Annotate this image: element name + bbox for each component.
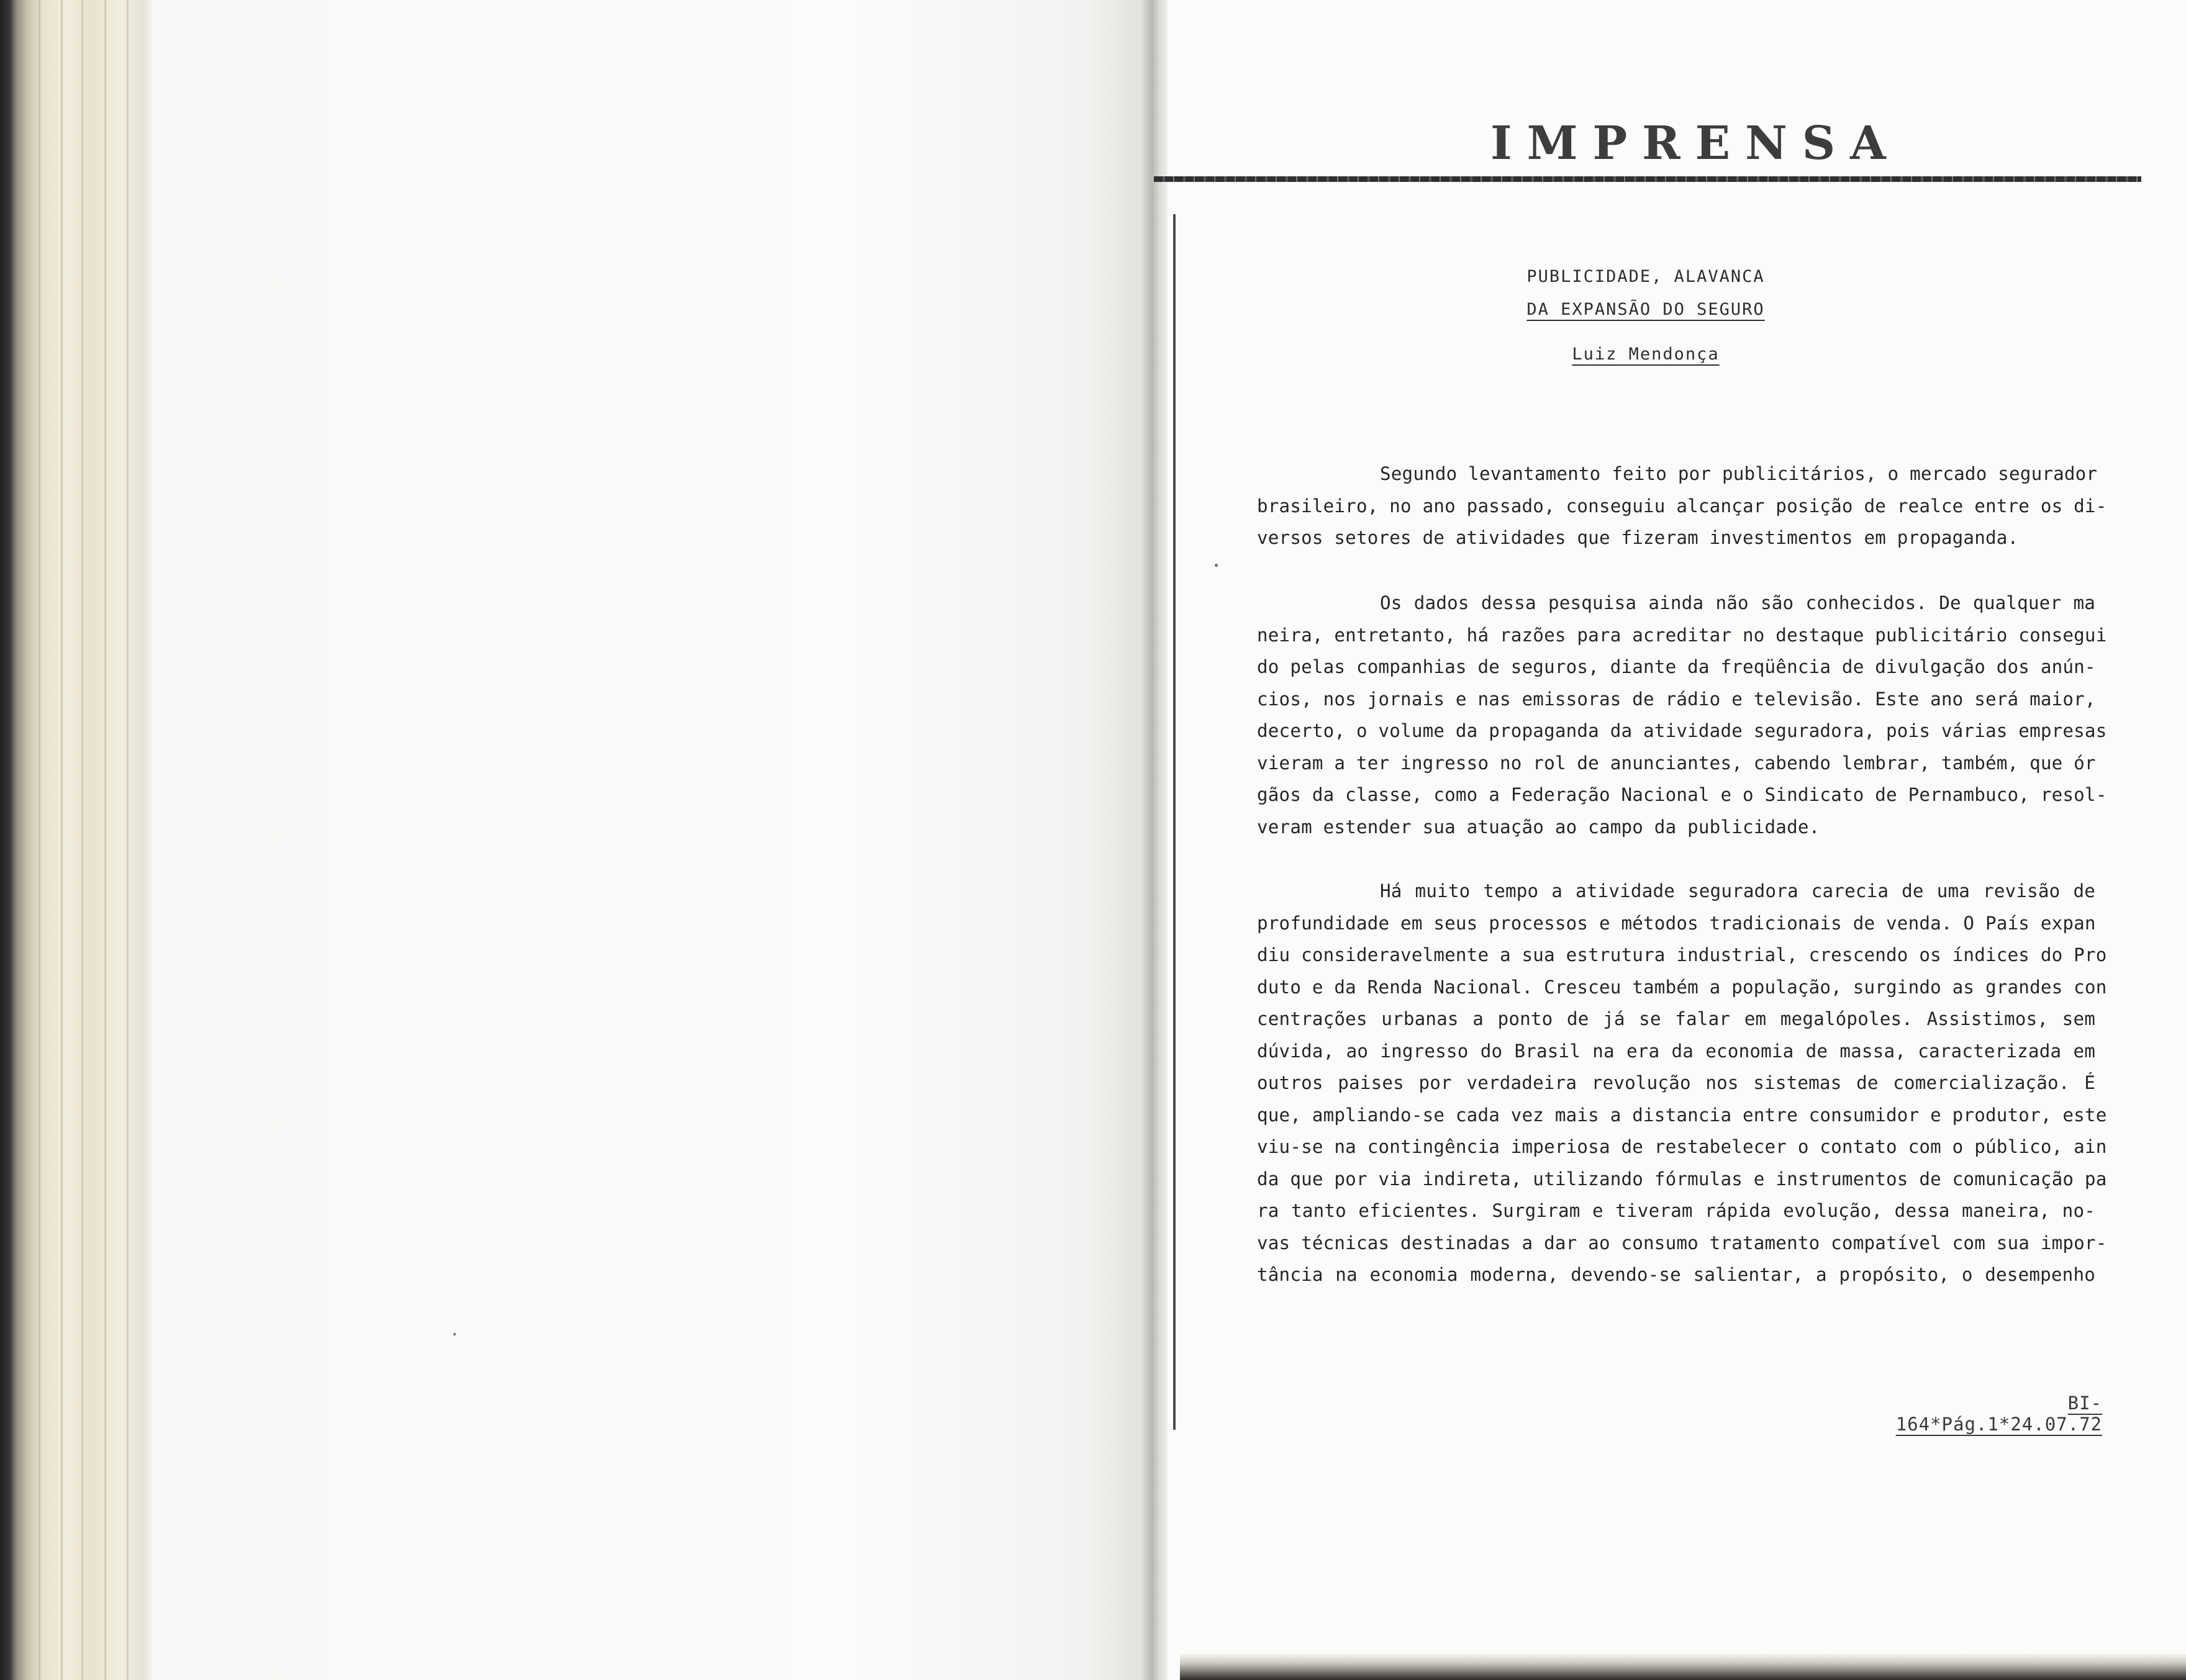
- text-line: dúvida, ao ingresso do Brasil na era da economia de massa, caracterizada em: [1257, 1040, 2095, 1062]
- text-line: veram estender sua atuação ao campo da publicidade.: [1257, 816, 1820, 838]
- article-title-line-2-text: DA EXPANSÃO DO SEGURO: [1526, 300, 1765, 319]
- text-line: cios, nos jornais e nas emissoras de rádio e televisão. Este ano será maior,: [1257, 688, 2096, 710]
- article-title-line-2: [1428, 300, 1863, 319]
- paragraph-2: [1257, 587, 2107, 843]
- text-line: neira, entretanto, há razões para acreditar no destaque publicitário consegui: [1257, 624, 2107, 646]
- text-line: ra tanto eficientes. Surgiram e tiveram rápida evolução, dessa maneira, no-: [1257, 1200, 2095, 1221]
- text-line: vieram a ter ingresso no rol de anunciantes, cabendo lembrar, também, que ór: [1257, 752, 2096, 774]
- page-footer-reference: BI-164*Pág.1*24.07.72: [1895, 1393, 2102, 1435]
- text-line: brasileiro, no ano passado, conseguiu alcançar posição de realce entre os di-: [1257, 495, 2107, 517]
- article-title-line-1: PUBLICIDADE, ALAVANCA: [1526, 267, 1765, 286]
- book-gutter: [1140, 0, 1168, 1680]
- margin-rule: [1173, 214, 1176, 1430]
- text-line: gãos da classe, como a Federação Nacional e o Sindicato de Pernambuco, resol-: [1257, 784, 2107, 805]
- book-page-edges: [0, 0, 152, 1680]
- text-line: outros paises por verdadeira revolução nos sistemas de comercialização. É: [1257, 1072, 2095, 1093]
- text-line: do pelas companhias de seguros, diante da freqüência de divulgação dos anún-: [1257, 656, 2096, 677]
- text-line: profundidade em seus processos e métodos tradicionais de venda. O País expan: [1257, 912, 2096, 934]
- paragraph-1: [1257, 458, 2107, 554]
- text-line: que, ampliando-se cada vez mais a distancia entre consumidor e produtor, este: [1257, 1104, 2107, 1126]
- article-author: Luiz Mendonça: [1572, 345, 1720, 364]
- text-line: decerto, o volume da propaganda da atividade seguradora, pois várias empresas: [1257, 720, 2107, 741]
- paragraph-3: [1257, 875, 2107, 1291]
- left-page-blank: [152, 0, 1158, 1680]
- text-line: da que por via indireta, utilizando fórmulas e instrumentos de comunicação pa: [1257, 1168, 2107, 1190]
- text-line: versos setores de atividades que fizeram investimentos em propaganda.: [1257, 527, 2019, 548]
- text-line: tância na economia moderna, devendo-se salientar, a propósito, o desempenho: [1257, 1264, 2095, 1285]
- section-title: IMPRENSA: [1490, 117, 1901, 170]
- text-line: vas técnicas destinadas a dar ao consumo tratamento compatível com sua impor-: [1257, 1232, 2107, 1253]
- text-line: centrações urbanas a ponto de já se falar em megalópoles. Assistimos, sem: [1257, 1008, 2095, 1029]
- text-line: diu consideravelmente a sua estrutura industrial, crescendo os índices do Pro: [1257, 944, 2107, 965]
- page-bottom-shadow: [1180, 1653, 2186, 1680]
- header-rule: [1154, 176, 2141, 182]
- text-line: viu-se na contingência imperiosa de restabelecer o contato com o público, ain: [1257, 1136, 2107, 1157]
- text-line: Há muito tempo a atividade seguradora carecia de uma revisão de: [1380, 880, 2095, 901]
- text-line: duto e da Renda Nacional. Cresceu também a população, surgindo as grandes con: [1257, 976, 2107, 998]
- text-line: Os dados dessa pesquisa ainda não são conhecidos. De qualquer ma: [1380, 592, 2095, 613]
- text-line: Segundo levantamento feito por publicitários, o mercado segurador: [1380, 463, 2098, 484]
